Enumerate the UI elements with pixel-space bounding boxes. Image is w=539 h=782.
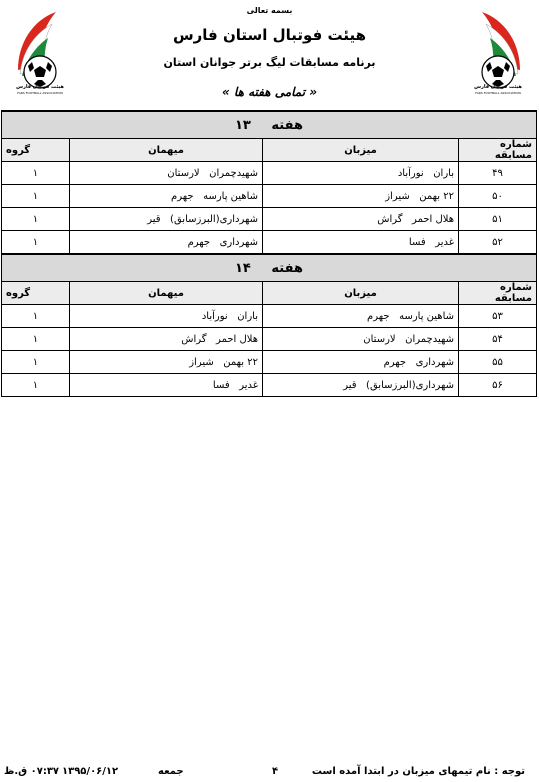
host-cell: هلال احمر گراش [263,208,459,231]
week-title [1,111,536,139]
table-row [1,231,536,255]
match-no-cell: ۵۲ [459,231,537,255]
match-no-cell: ۵۵ [459,351,537,374]
page-subtitle: برنامه مسابقات لیگ برتر جوانان استان [163,56,376,69]
logo-caption-fa: هیئت فوتبال فارس [16,84,64,90]
column-header-row [1,139,536,162]
col-match-no: شماره مسابقه [459,139,537,162]
page-number: ۴ [272,766,279,777]
federation-logo-right [466,8,530,96]
page-footer [0,762,539,780]
col-group: گروه [1,282,69,305]
col-group: گروه [1,139,69,162]
schedule-tables [2,110,537,397]
soccer-ball-flag-icon [466,8,530,96]
col-guest: میهمان [70,139,263,162]
group-cell: ۱ [1,208,69,231]
footer-note: توجه : نام تیمهای میزبان در ابتدا آمده است [311,766,525,777]
guest-cell: غدیر فسا [70,374,263,397]
soccer-ball-flag-icon [8,8,72,96]
table-row [1,374,536,397]
match-no-cell: ۵۴ [459,328,537,351]
guest-cell: هلال احمر گراش [70,328,263,351]
host-cell: شهیدچمران لارستان [263,328,459,351]
match-no-cell: ۴۹ [459,162,537,185]
logo-caption-en: FARS FOOTBALL ASSOCIATION [475,91,521,95]
column-header-row [1,282,536,305]
table-row [1,351,536,374]
group-cell: ۱ [1,374,69,397]
logo-caption-en: FARS FOOTBALL ASSOCIATION [17,91,63,95]
col-host: میزبان [263,282,459,305]
group-cell: ۱ [1,162,69,185]
col-guest: میهمان [70,282,263,305]
host-cell: شهرداری(البرزسابق) قیر [263,374,459,397]
week-header-row [1,111,536,139]
guest-cell: باران نورآباد [70,305,263,328]
table-row [1,185,536,208]
table-row [1,328,536,351]
guest-cell: شاهین پارسه جهرم [70,185,263,208]
week-number: ۱۳ [235,117,251,133]
week-header-row [1,254,536,282]
group-cell: ۱ [1,351,69,374]
guest-cell: شهرداری(البرزسابق) قیر [70,208,263,231]
week-label: هفته [271,117,303,133]
group-cell: ۱ [1,328,69,351]
week-label: هفته [271,260,303,276]
footer-day: جمعه [158,766,184,777]
table-row [1,208,536,231]
table-row [1,305,536,328]
match-no-cell: ۵۱ [459,208,537,231]
host-cell: ۲۲ بهمن شیراز [263,185,459,208]
logo-caption-fa: هیئت فوتبال فارس [474,84,522,90]
host-cell: باران نورآباد [263,162,459,185]
group-cell: ۱ [1,305,69,328]
group-cell: ۱ [1,231,69,255]
guest-cell: ۲۲ بهمن شیراز [70,351,263,374]
scope-label: « تمامی هفته ها » [221,85,318,99]
footer-time: ۰۷:۳۷ ق.ظ [4,766,60,777]
host-cell: شاهین پارسه جهرم [263,305,459,328]
table-row [1,162,536,185]
col-host: میزبان [263,139,459,162]
host-cell: شهرداری جهرم [263,351,459,374]
page-title: هیئت فوتبال استان فارس [172,26,367,44]
guest-cell: شهرداری جهرم [70,231,263,255]
host-cell: غدیر فسا [263,231,459,255]
group-cell: ۱ [1,185,69,208]
match-no-cell: ۵۰ [459,185,537,208]
federation-logo-left [8,8,72,96]
col-match-no: شماره مسابقه [459,282,537,305]
match-no-cell: ۵۶ [459,374,537,397]
week-title [1,254,536,282]
guest-cell: شهیدچمران لارستان [70,162,263,185]
footer-date: ۱۳۹۵/۰۶/۱۲ [62,766,119,777]
match-no-cell: ۵۳ [459,305,537,328]
schedule-table [1,110,537,397]
week-number: ۱۴ [235,260,251,276]
bismillah-heading: بسمه تعالی [246,6,293,15]
